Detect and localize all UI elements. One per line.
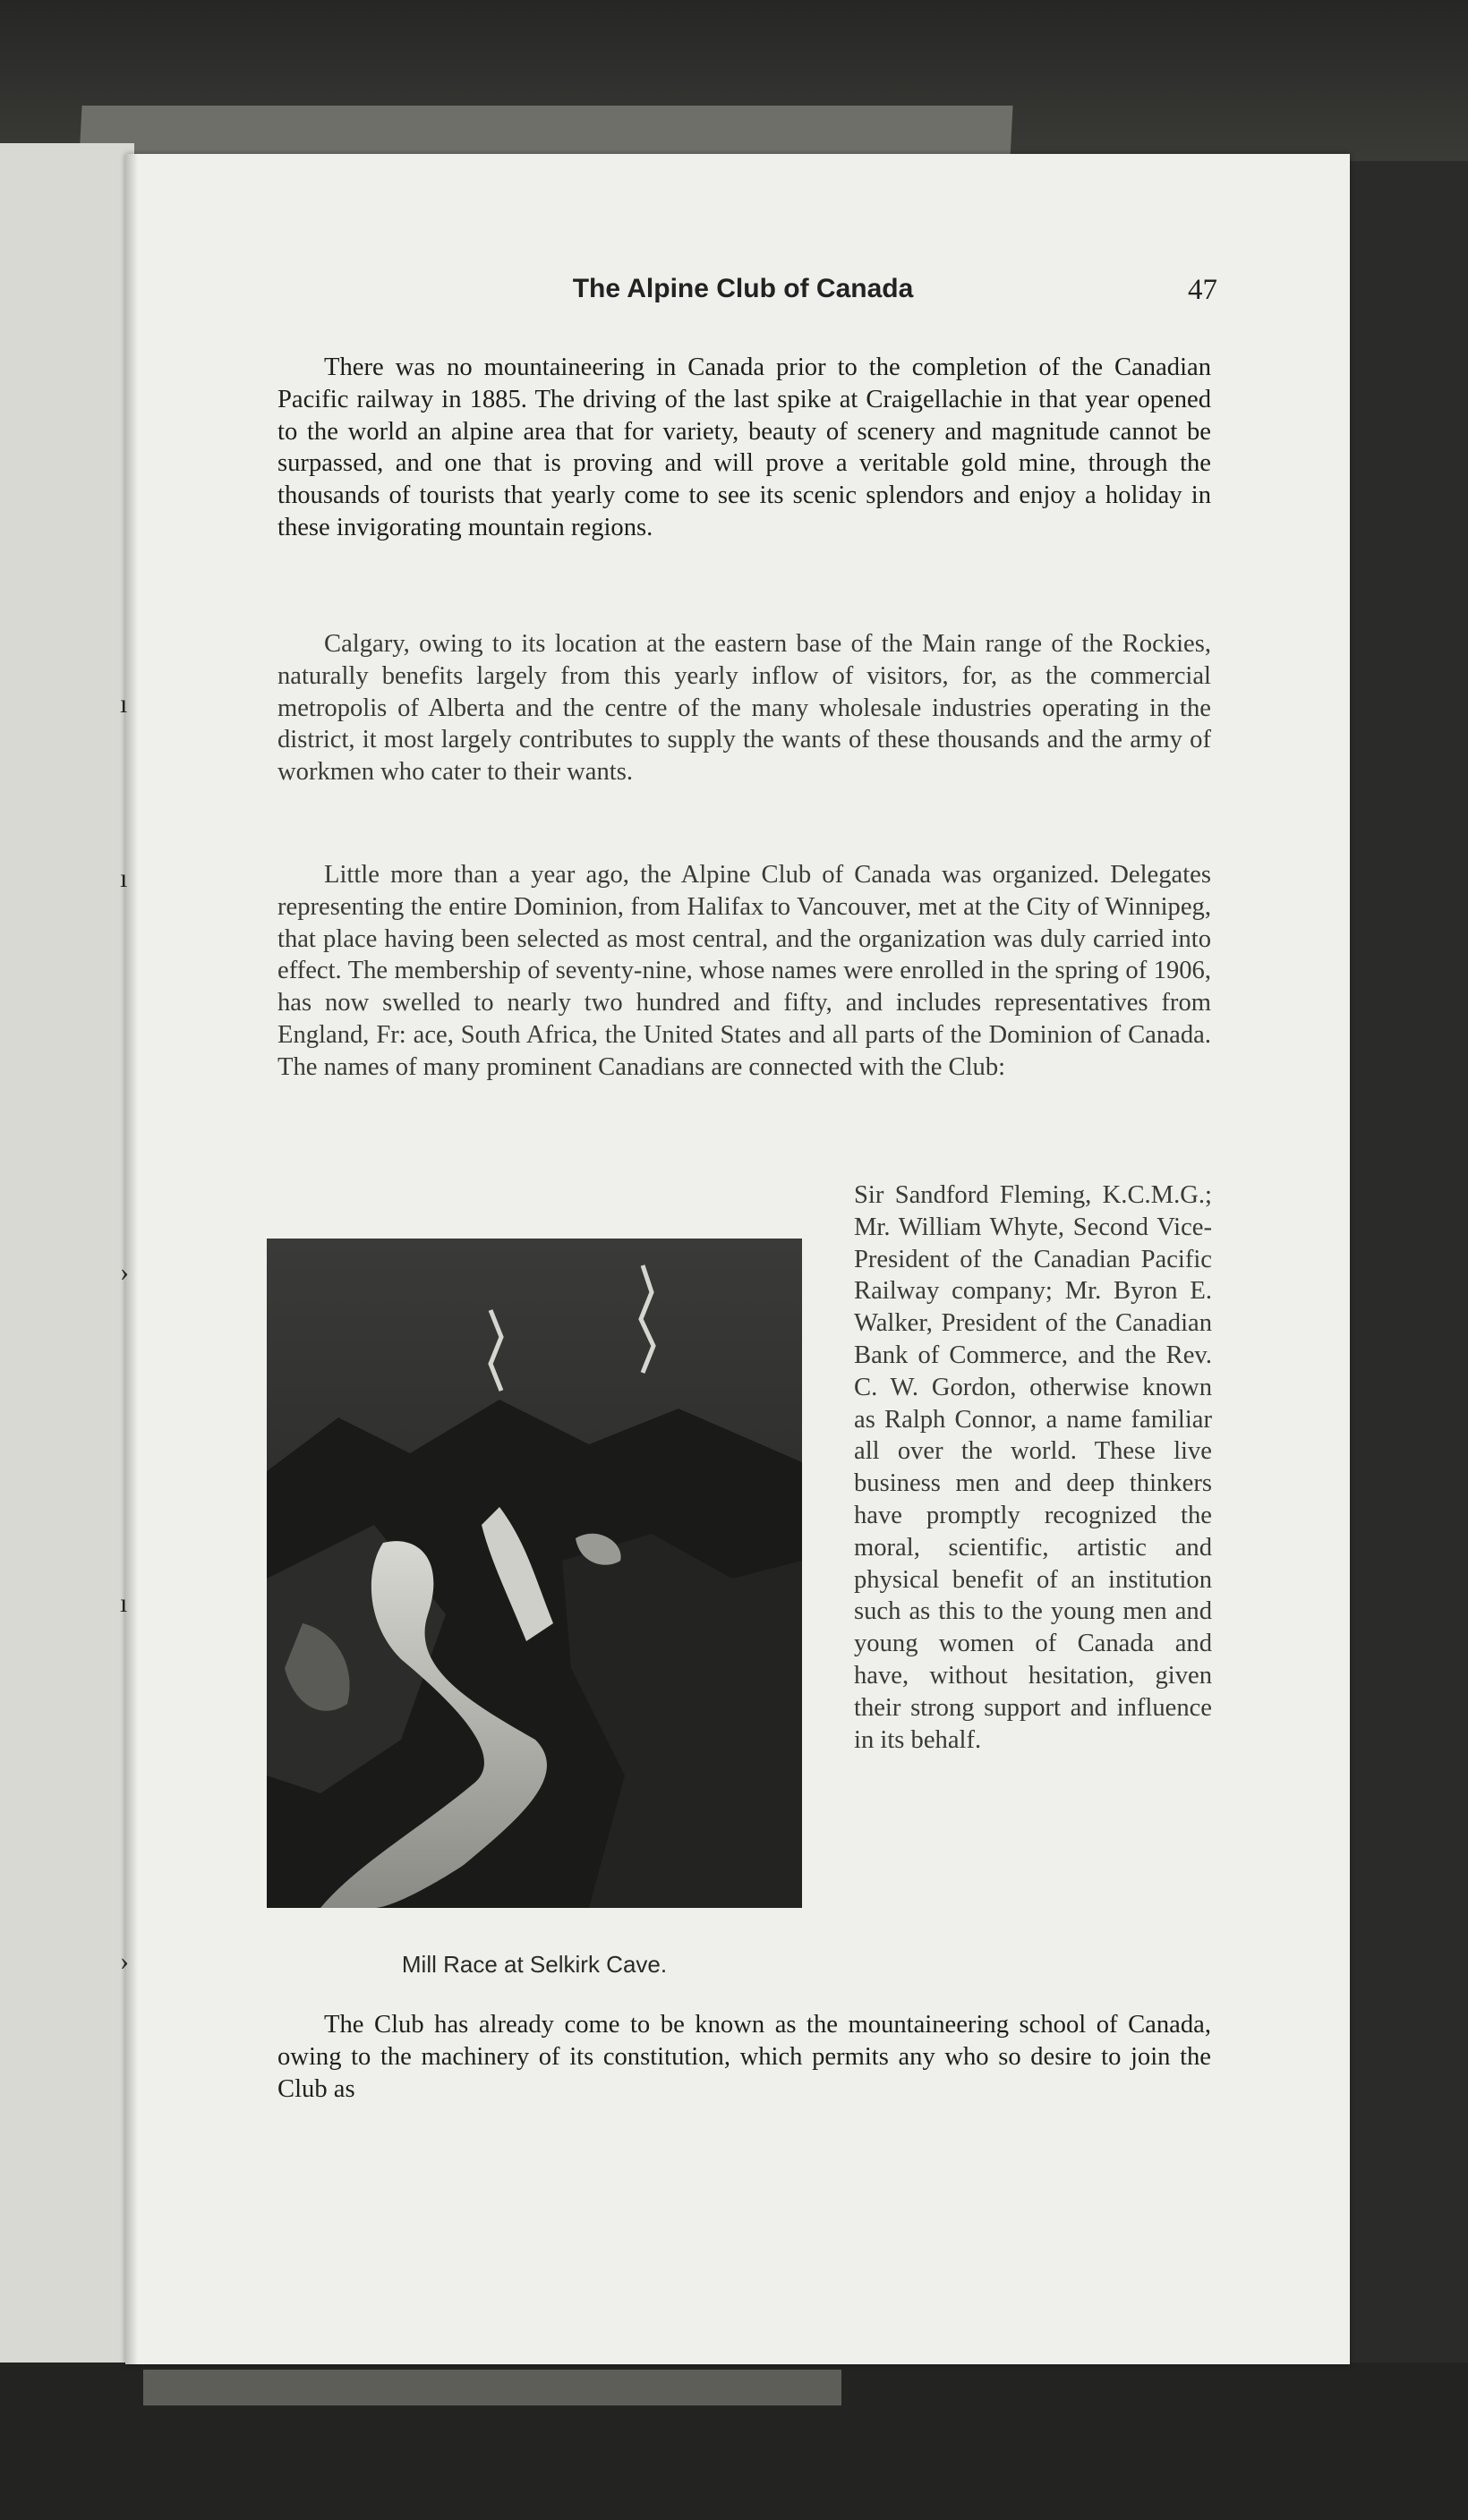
- binding-mark: ı: [120, 689, 128, 719]
- binding-mark: ›: [120, 1946, 129, 1976]
- page-number: 47: [1188, 274, 1217, 306]
- photo-illustration: [267, 1239, 802, 1908]
- page-edge: [79, 106, 1012, 159]
- binding-mark: ı: [120, 1588, 128, 1618]
- paragraph-1: There was no mountaineering in Canada prior to the completion of the Canadian Pacific railway in 1885. The driving of the last spike at Craigellachie in that year opened to the world an alpine area that for variety, beauty of scenery and magnitude cannot be surpassed, and one that is proving and will prove a veritable gold mine, through the thousands of tourists that yearly come to see its scenic splendors and enjoy a holiday in these invigorating mountain regions.: [277, 353, 1211, 541]
- binding-mark: ›: [120, 1257, 129, 1287]
- binding-mark: ı: [120, 864, 128, 893]
- running-title: The Alpine Club of Canada: [572, 274, 914, 303]
- paragraph-2: Calgary, owing to its location at the eastern base of the Main range of the Rockies, naturally benefits largely from this yearly inflow of visitors, for, as the commercial metropolis of Alberta and the centre of the many wholesale industries operating in the district, it most largely contributes to supply the wants of these thousands and the army of workmen who cater to their wants.: [277, 630, 1211, 787]
- bottom-page-edge: [143, 2370, 841, 2405]
- facing-page-edge: [0, 143, 134, 2362]
- photo-mill-race: [267, 1239, 802, 1908]
- side-column-text: Sir Sandford Fleming, K.C.M.G.; Mr. William Whyte, Second Vice-President of the Canadian Pacific Railway company; Mr. Byron E. Walker, President of the Canadian Bank of Commerce, and the Rev. C. W. Gordon, otherwise known as Ralph Connor, a name familiar all over the world. These live business men and deep thinkers have promptly recognized the moral, scientific, artistic and physical benefit of an institution such as this to the young men and young women of Canada and have, without hesitation, given their strong support and influence in its behalf.: [854, 1181, 1212, 1754]
- figure-caption: Mill Race at Selkirk Cave.: [401, 1951, 668, 1978]
- paragraph-4: The Club has already come to be known as the mountaineering school of Canada, owing to the machinery of its constitution, which permits any who so desire to join the Club as: [277, 2011, 1211, 2103]
- paragraph-3: Little more than a year ago, the Alpine Club of Canada was organized. Delegates representing the entire Dominion, from Halifax to Vancouver, met at the City of Winnipeg, that place having been selected as most central, and the organization was duly carried into effect. The membership of seventy-nine, whose names were enrolled in the spring of 1906, has now swelled to nearly two hundred and fifty, and includes representatives from England, Fr: ace, South Africa, the United States and all parts of the Dominion of Canada. The names of many prominent Canadians are connected with the Club:: [277, 861, 1211, 1081]
- running-header: [269, 274, 1217, 310]
